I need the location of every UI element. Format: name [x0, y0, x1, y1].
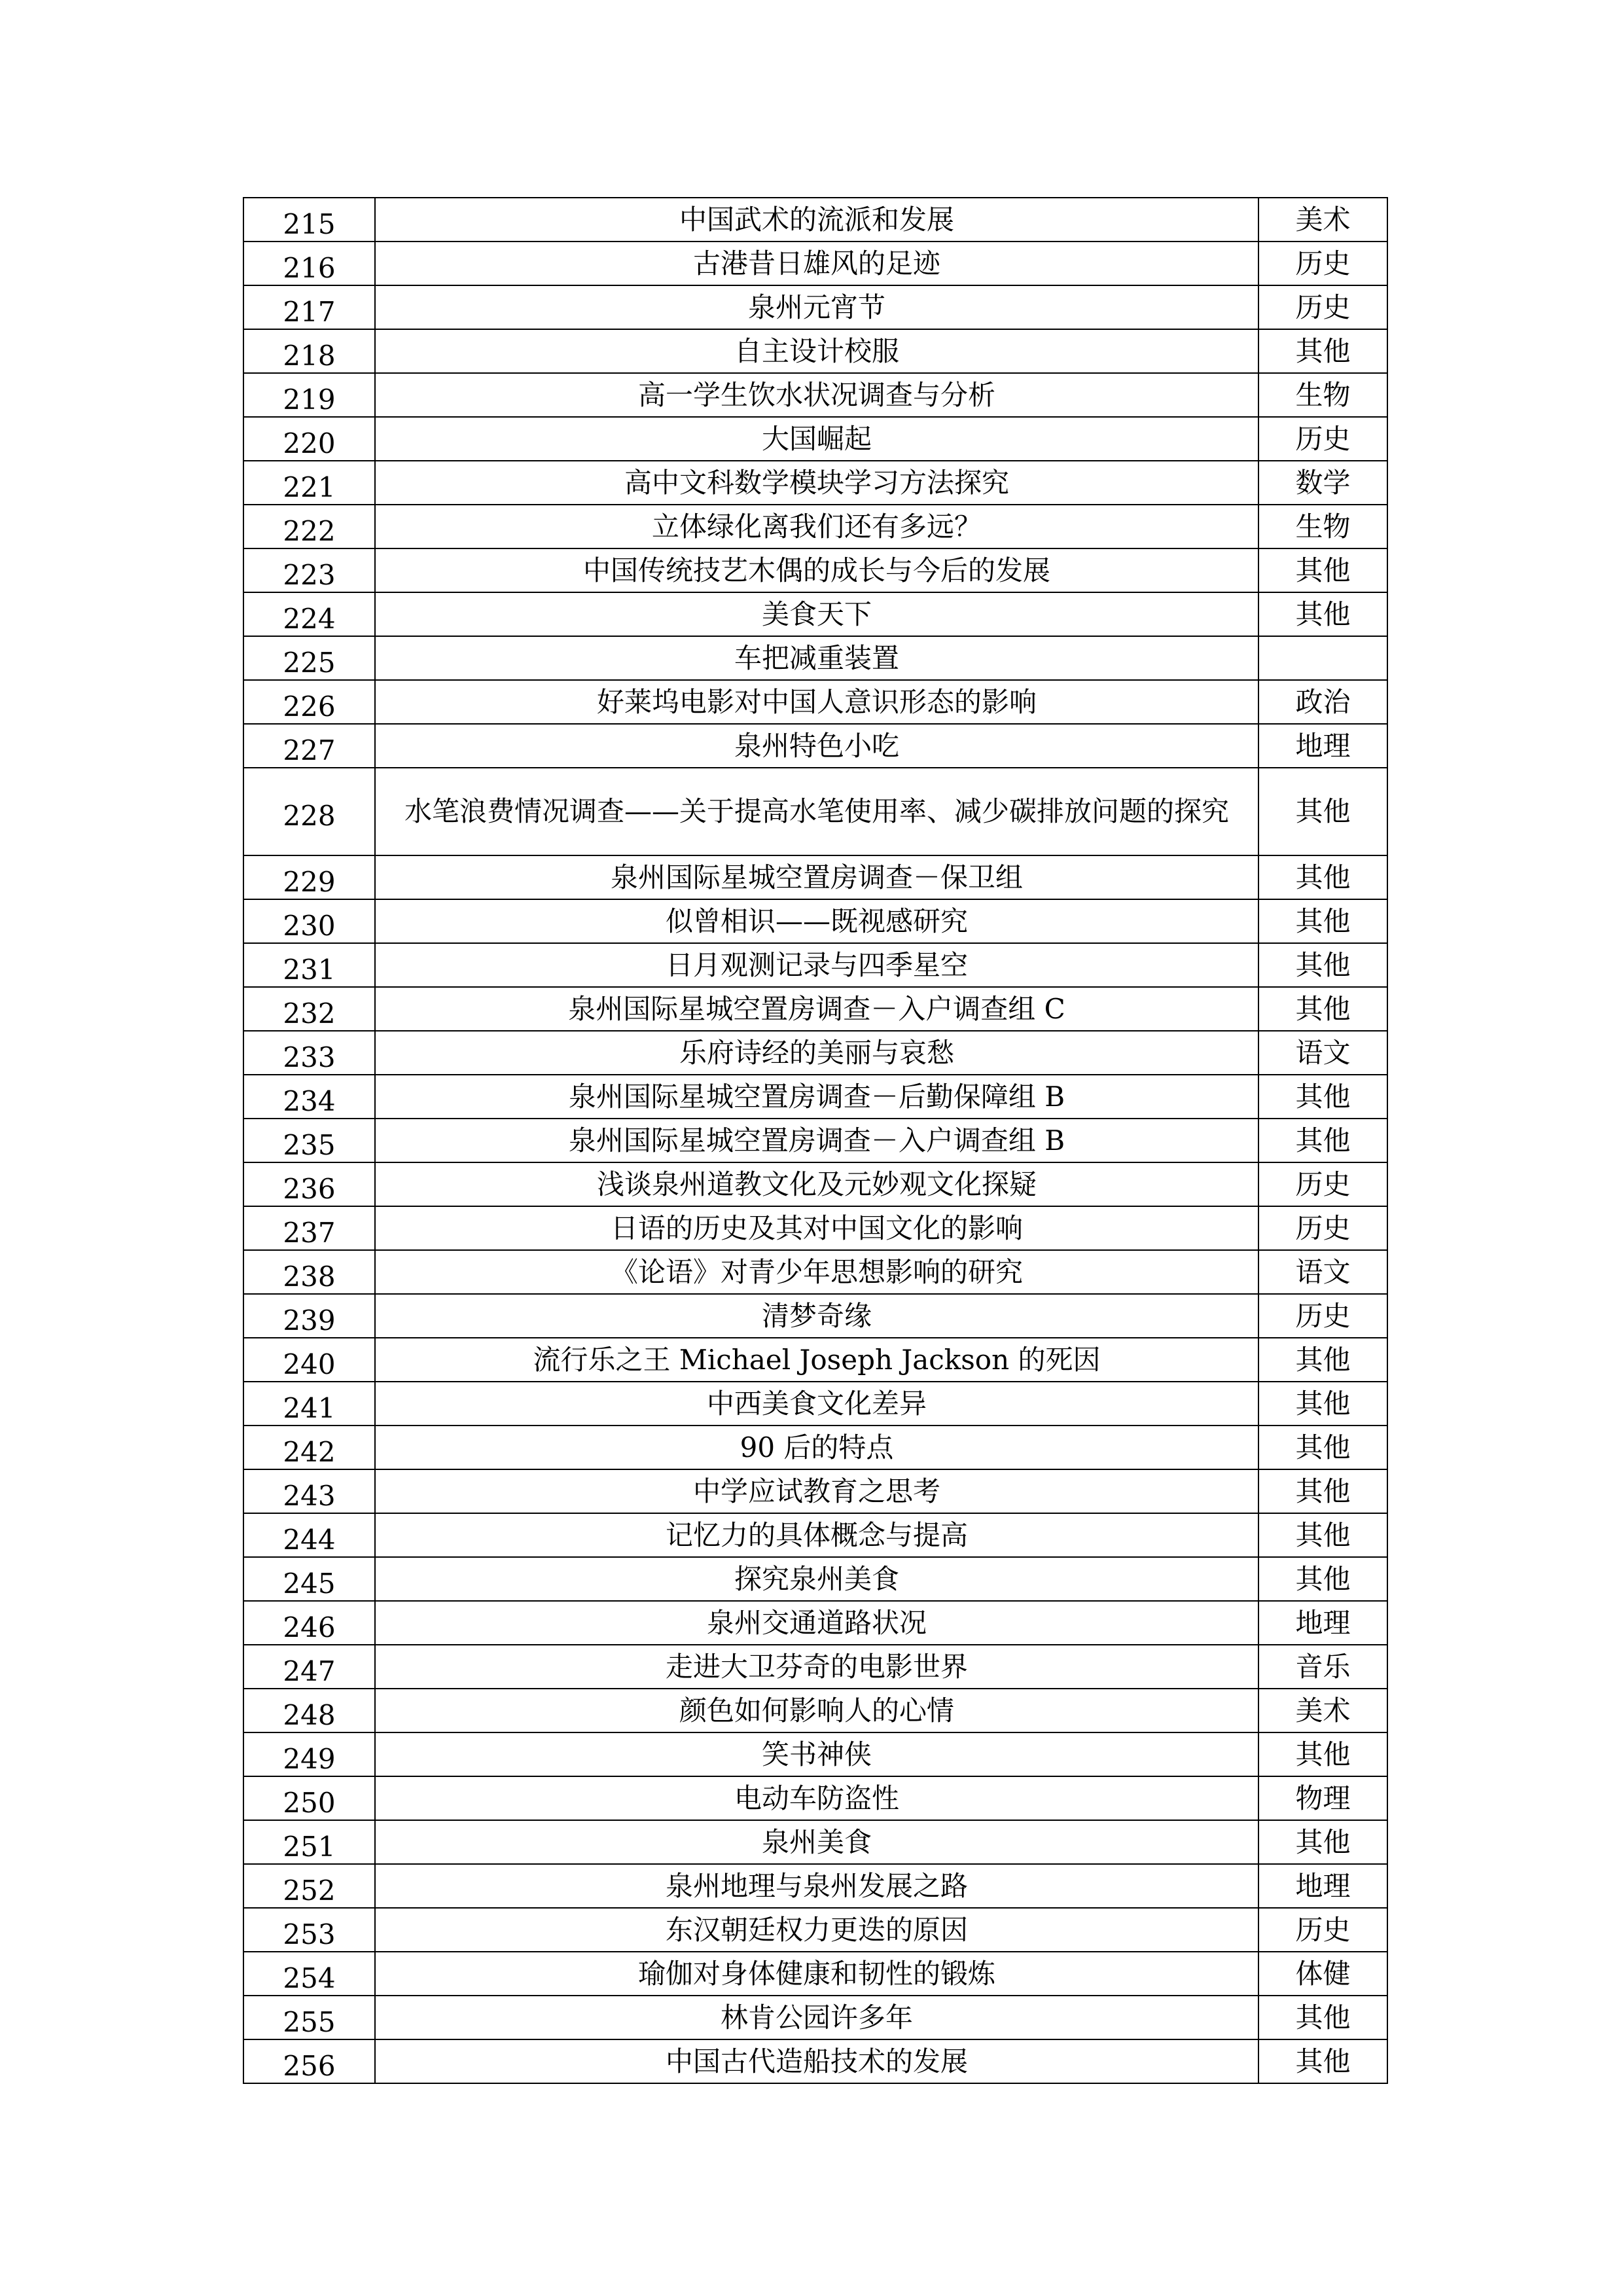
table-row: [243, 1908, 1387, 1952]
project-table-body: [243, 198, 1387, 2083]
row-number-cell: 239: [243, 1294, 375, 1338]
table-row: [243, 592, 1387, 636]
table-row: [243, 1250, 1387, 1294]
subject-cell: 其他: [1258, 1426, 1387, 1469]
subject-cell: 其他: [1258, 1338, 1387, 1382]
table-row: [243, 242, 1387, 285]
row-number-cell: 244: [243, 1513, 375, 1557]
project-title-cell: 泉州国际星城空置房调查－保卫组: [375, 855, 1258, 899]
project-title-cell: 好莱坞电影对中国人意识形态的影响: [375, 680, 1258, 724]
project-title-cell: 立体绿化离我们还有多远？: [375, 505, 1258, 548]
project-title-cell: 探究泉州美食: [375, 1557, 1258, 1601]
subject-cell: 其他: [1258, 2039, 1387, 2083]
table-row: [243, 899, 1387, 943]
row-number-cell: 242: [243, 1426, 375, 1469]
subject-cell: 历史: [1258, 1908, 1387, 1952]
table-row: [243, 461, 1387, 505]
table-row: [243, 2039, 1387, 2083]
table-row: [243, 1031, 1387, 1075]
subject-cell: 语文: [1258, 1031, 1387, 1075]
subject-cell: 生物: [1258, 505, 1387, 548]
table-row: [243, 1732, 1387, 1776]
row-number-cell: 225: [243, 636, 375, 680]
subject-cell: 音乐: [1258, 1645, 1387, 1689]
table-row: [243, 373, 1387, 417]
table-row: [243, 329, 1387, 373]
row-number-cell: 224: [243, 592, 375, 636]
row-number-cell: 246: [243, 1601, 375, 1645]
subject-cell: 历史: [1258, 1206, 1387, 1250]
project-title-cell: 走进大卫芬奇的电影世界: [375, 1645, 1258, 1689]
subject-cell: 其他: [1258, 1469, 1387, 1513]
subject-cell: [1258, 636, 1387, 680]
subject-cell: 其他: [1258, 1075, 1387, 1119]
table-row: [243, 943, 1387, 987]
table-row: [243, 855, 1387, 899]
project-title-cell: 中国古代造船技术的发展: [375, 2039, 1258, 2083]
subject-cell: 其他: [1258, 592, 1387, 636]
subject-cell: 其他: [1258, 1513, 1387, 1557]
table-row: [243, 1952, 1387, 1996]
subject-cell: 其他: [1258, 768, 1387, 855]
table-row: [243, 1119, 1387, 1162]
project-title-cell: 日月观测记录与四季星空: [375, 943, 1258, 987]
project-title-cell: 中国武术的流派和发展: [375, 198, 1258, 242]
project-table: [243, 197, 1388, 2084]
table-row: [243, 1820, 1387, 1864]
project-title-cell: 中西美食文化差异: [375, 1382, 1258, 1426]
row-number-cell: 252: [243, 1864, 375, 1908]
table-row: [243, 1294, 1387, 1338]
subject-cell: 其他: [1258, 1557, 1387, 1601]
subject-cell: 其他: [1258, 548, 1387, 592]
project-title-cell: 水笔浪费情况调查——关于提高水笔使用率、减少碳排放问题的探究: [375, 768, 1258, 855]
table-row: [243, 987, 1387, 1031]
project-title-cell: 自主设计校服: [375, 329, 1258, 373]
project-title-cell: 泉州特色小吃: [375, 724, 1258, 768]
project-title-cell: 笑书神侠: [375, 1732, 1258, 1776]
project-title-cell: 泉州地理与泉州发展之路: [375, 1864, 1258, 1908]
row-number-cell: 254: [243, 1952, 375, 1996]
row-number-cell: 220: [243, 417, 375, 461]
table-row: [243, 285, 1387, 329]
subject-cell: 其他: [1258, 987, 1387, 1031]
table-row: [243, 1469, 1387, 1513]
row-number-cell: 216: [243, 242, 375, 285]
subject-cell: 政治: [1258, 680, 1387, 724]
table-row: [243, 1382, 1387, 1426]
row-number-cell: 243: [243, 1469, 375, 1513]
table-row: [243, 1513, 1387, 1557]
project-title-cell: 泉州国际星城空置房调查－后勤保障组 B: [375, 1075, 1258, 1119]
table-row: [243, 1776, 1387, 1820]
project-title-cell: 中国传统技艺木偶的成长与今后的发展: [375, 548, 1258, 592]
row-number-cell: 247: [243, 1645, 375, 1689]
row-number-cell: 229: [243, 855, 375, 899]
subject-cell: 历史: [1258, 285, 1387, 329]
row-number-cell: 221: [243, 461, 375, 505]
table-row: [243, 724, 1387, 768]
subject-cell: 历史: [1258, 242, 1387, 285]
table-row: [243, 680, 1387, 724]
row-number-cell: 238: [243, 1250, 375, 1294]
project-title-cell: 东汉朝廷权力更迭的原因: [375, 1908, 1258, 1952]
table-row: [243, 636, 1387, 680]
project-title-cell: 泉州美食: [375, 1820, 1258, 1864]
subject-cell: 其他: [1258, 943, 1387, 987]
project-title-cell: 《论语》对青少年思想影响的研究: [375, 1250, 1258, 1294]
project-title-cell: 泉州国际星城空置房调查－入户调查组 C: [375, 987, 1258, 1031]
row-number-cell: 215: [243, 198, 375, 242]
row-number-cell: 253: [243, 1908, 375, 1952]
row-number-cell: 241: [243, 1382, 375, 1426]
table-row: [243, 1557, 1387, 1601]
project-title-cell: 90 后的特点: [375, 1426, 1258, 1469]
row-number-cell: 232: [243, 987, 375, 1031]
project-title-cell: 车把减重装置: [375, 636, 1258, 680]
subject-cell: 美术: [1258, 1689, 1387, 1732]
subject-cell: 其他: [1258, 1119, 1387, 1162]
row-number-cell: 230: [243, 899, 375, 943]
project-title-cell: 瑜伽对身体健康和韧性的锻炼: [375, 1952, 1258, 1996]
project-title-cell: 似曾相识——既视感研究: [375, 899, 1258, 943]
table-row: [243, 1864, 1387, 1908]
row-number-cell: 249: [243, 1732, 375, 1776]
project-title-cell: 中学应试教育之思考: [375, 1469, 1258, 1513]
row-number-cell: 235: [243, 1119, 375, 1162]
subject-cell: 历史: [1258, 1294, 1387, 1338]
table-row: [243, 1601, 1387, 1645]
row-number-cell: 222: [243, 505, 375, 548]
subject-cell: 数学: [1258, 461, 1387, 505]
project-title-cell: 记忆力的具体概念与提高: [375, 1513, 1258, 1557]
table-row: [243, 548, 1387, 592]
project-title-cell: 浅谈泉州道教文化及元妙观文化探疑: [375, 1162, 1258, 1206]
subject-cell: 物理: [1258, 1776, 1387, 1820]
row-number-cell: 245: [243, 1557, 375, 1601]
project-title-cell: 泉州交通道路状况: [375, 1601, 1258, 1645]
project-title-cell: 流行乐之王 Michael Joseph Jackson 的死因: [375, 1338, 1258, 1382]
table-row: [243, 417, 1387, 461]
project-title-cell: 颜色如何影响人的心情: [375, 1689, 1258, 1732]
row-number-cell: 233: [243, 1031, 375, 1075]
subject-cell: 历史: [1258, 1162, 1387, 1206]
project-title-cell: 林肯公园许多年: [375, 1996, 1258, 2039]
project-title-cell: 泉州国际星城空置房调查－入户调查组 B: [375, 1119, 1258, 1162]
row-number-cell: 231: [243, 943, 375, 987]
subject-cell: 其他: [1258, 855, 1387, 899]
subject-cell: 地理: [1258, 724, 1387, 768]
table-row: [243, 768, 1387, 855]
table-row: [243, 1075, 1387, 1119]
subject-cell: 体健: [1258, 1952, 1387, 1996]
row-number-cell: 248: [243, 1689, 375, 1732]
subject-cell: 地理: [1258, 1864, 1387, 1908]
row-number-cell: 234: [243, 1075, 375, 1119]
table-row: [243, 1426, 1387, 1469]
row-number-cell: 227: [243, 724, 375, 768]
subject-cell: 其他: [1258, 1996, 1387, 2039]
row-number-cell: 240: [243, 1338, 375, 1382]
project-title-cell: 大国崛起: [375, 417, 1258, 461]
subject-cell: 地理: [1258, 1601, 1387, 1645]
row-number-cell: 237: [243, 1206, 375, 1250]
subject-cell: 其他: [1258, 329, 1387, 373]
project-title-cell: 乐府诗经的美丽与哀愁: [375, 1031, 1258, 1075]
subject-cell: 美术: [1258, 198, 1387, 242]
table-row: [243, 1645, 1387, 1689]
subject-cell: 语文: [1258, 1250, 1387, 1294]
subject-cell: 历史: [1258, 417, 1387, 461]
row-number-cell: 219: [243, 373, 375, 417]
subject-cell: 生物: [1258, 373, 1387, 417]
row-number-cell: 255: [243, 1996, 375, 2039]
table-row: [243, 1689, 1387, 1732]
subject-cell: 其他: [1258, 1820, 1387, 1864]
row-number-cell: 250: [243, 1776, 375, 1820]
table-row: [243, 198, 1387, 242]
subject-cell: 其他: [1258, 1732, 1387, 1776]
project-title-cell: 泉州元宵节: [375, 285, 1258, 329]
table-row: [243, 1996, 1387, 2039]
project-title-cell: 高中文科数学模块学习方法探究: [375, 461, 1258, 505]
row-number-cell: 251: [243, 1820, 375, 1864]
row-number-cell: 217: [243, 285, 375, 329]
row-number-cell: 256: [243, 2039, 375, 2083]
project-title-cell: 电动车防盗性: [375, 1776, 1258, 1820]
table-row: [243, 505, 1387, 548]
subject-cell: 其他: [1258, 1382, 1387, 1426]
row-number-cell: 228: [243, 768, 375, 855]
row-number-cell: 226: [243, 680, 375, 724]
project-title-cell: 清梦奇缘: [375, 1294, 1258, 1338]
table-row: [243, 1338, 1387, 1382]
table-row: [243, 1162, 1387, 1206]
subject-cell: 其他: [1258, 899, 1387, 943]
project-title-cell: 古港昔日雄风的足迹: [375, 242, 1258, 285]
project-title-cell: 日语的历史及其对中国文化的影响: [375, 1206, 1258, 1250]
row-number-cell: 223: [243, 548, 375, 592]
table-row: [243, 1206, 1387, 1250]
row-number-cell: 236: [243, 1162, 375, 1206]
project-title-cell: 高一学生饮水状况调查与分析: [375, 373, 1258, 417]
project-title-cell: 美食天下: [375, 592, 1258, 636]
row-number-cell: 218: [243, 329, 375, 373]
